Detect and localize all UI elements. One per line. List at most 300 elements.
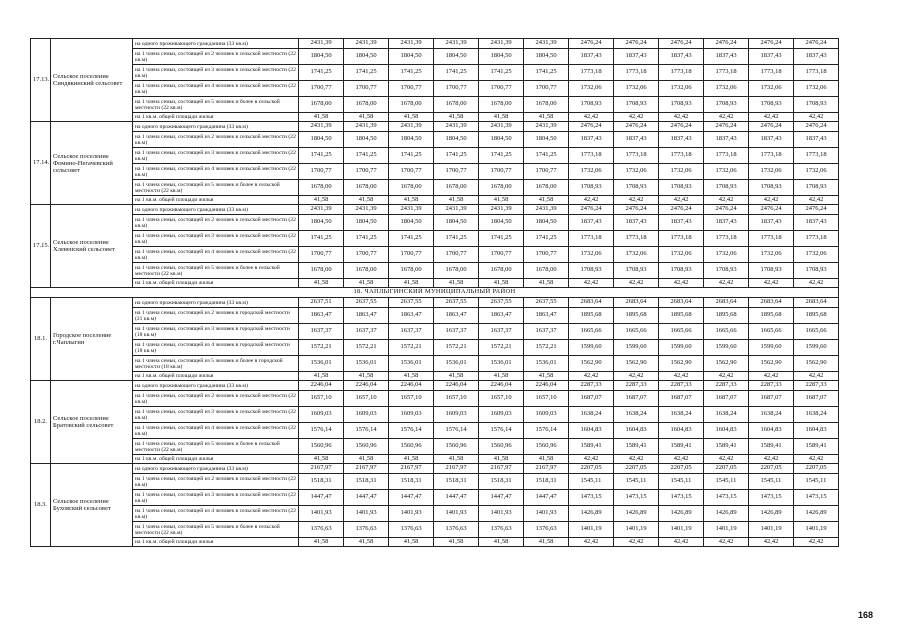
value-cell: 41,58 <box>389 455 434 464</box>
value-cell: 1604,83 <box>659 423 704 439</box>
value-cell: 2246,04 <box>434 381 479 391</box>
value-cell: 1447,47 <box>479 490 524 506</box>
value-cell: 2476,24 <box>704 122 749 132</box>
value-cell: 1700,77 <box>434 247 479 263</box>
value-cell: 41,58 <box>389 279 434 288</box>
table-row <box>31 372 839 381</box>
value-cell: 2431,39 <box>389 122 434 132</box>
table-row <box>31 132 839 148</box>
value-cell: 42,42 <box>614 538 659 547</box>
value-cell: 1638,24 <box>794 407 839 423</box>
value-cell: 1773,18 <box>704 65 749 81</box>
value-cell: 41,58 <box>524 455 569 464</box>
value-cell: 1741,25 <box>434 65 479 81</box>
value-cell: 1576,14 <box>299 423 344 439</box>
value-cell: 42,42 <box>614 455 659 464</box>
value-cell: 1545,11 <box>614 474 659 490</box>
value-cell: 2637,55 <box>434 298 479 308</box>
value-cell: 1376,63 <box>344 522 389 538</box>
value-cell: 41,58 <box>389 372 434 381</box>
value-cell: 1773,18 <box>569 148 614 164</box>
value-cell: 1604,83 <box>749 423 794 439</box>
value-cell: 1376,63 <box>479 522 524 538</box>
value-cell: 42,42 <box>704 196 749 205</box>
value-cell: 1536,01 <box>524 356 569 372</box>
value-cell: 1773,18 <box>794 148 839 164</box>
value-cell: 1657,10 <box>389 391 434 407</box>
category-label: на 1 кв.м. общей площади жилья <box>133 113 299 122</box>
value-cell: 1609,03 <box>479 407 524 423</box>
value-cell: 42,42 <box>704 455 749 464</box>
value-cell: 42,42 <box>659 538 704 547</box>
value-cell: 1473,15 <box>614 490 659 506</box>
value-cell: 2246,04 <box>389 381 434 391</box>
value-cell: 1604,83 <box>614 423 659 439</box>
value-cell: 42,42 <box>569 455 614 464</box>
category-label: на 1 члена семьи, состоящей из 4 человек в городской местности (18 кв.м) <box>133 340 299 356</box>
value-cell: 2246,04 <box>344 381 389 391</box>
value-cell: 1741,25 <box>524 148 569 164</box>
category-label: на 1 члена семьи, состоящей из 3 человек в сельской местности (22 кв.м) <box>133 407 299 423</box>
category-label: на 1 члена семьи, состоящей из 3 человек в городской местности (18 кв.м) <box>133 324 299 340</box>
value-cell: 1708,93 <box>794 263 839 279</box>
value-cell: 2476,24 <box>614 122 659 132</box>
value-cell: 42,42 <box>794 538 839 547</box>
value-cell: 1447,47 <box>299 490 344 506</box>
value-cell: 1572,21 <box>389 340 434 356</box>
value-cell: 1741,25 <box>524 65 569 81</box>
value-cell: 1700,77 <box>344 81 389 97</box>
value-cell: 1426,89 <box>614 506 659 522</box>
category-label: на 1 кв.м. общей площади жилья <box>133 279 299 288</box>
value-cell: 1560,96 <box>389 439 434 455</box>
value-cell: 1863,47 <box>479 308 524 324</box>
value-cell: 2207,05 <box>569 464 614 474</box>
table-row <box>31 122 839 132</box>
category-label: на 1 члена семьи, состоящей из 2 человек в сельской местности (22 кв.м) <box>133 49 299 65</box>
value-cell: 1638,24 <box>659 407 704 423</box>
value-cell: 42,42 <box>704 538 749 547</box>
value-cell: 1545,11 <box>794 474 839 490</box>
value-cell: 1687,07 <box>749 391 794 407</box>
value-cell: 1708,93 <box>704 263 749 279</box>
value-cell: 1732,06 <box>659 164 704 180</box>
value-cell: 1572,21 <box>434 340 479 356</box>
value-cell: 1895,68 <box>614 308 659 324</box>
value-cell: 1637,37 <box>434 324 479 340</box>
value-cell: 1804,50 <box>389 215 434 231</box>
category-label: на 1 члена семьи, состоящей из 2 человек в сельской местности (22 кв.м) <box>133 132 299 148</box>
value-cell: 41,58 <box>434 455 479 464</box>
value-cell: 1657,10 <box>344 391 389 407</box>
value-cell: 2207,05 <box>794 464 839 474</box>
value-cell: 1708,93 <box>749 97 794 113</box>
category-label: на 1 члена семьи, состоящей из 4 человек в сельской местности (22 кв.м) <box>133 164 299 180</box>
category-label: на 1 члена семьи, состоящей из 5 человек и более в сельской местности (22 кв.м) <box>133 439 299 455</box>
value-cell: 1609,03 <box>299 407 344 423</box>
value-cell: 42,42 <box>614 196 659 205</box>
value-cell: 1708,93 <box>659 180 704 196</box>
category-label: на 1 члена семьи, состоящей из 4 человек в сельской местности (22 кв.м) <box>133 247 299 263</box>
value-cell: 1804,50 <box>524 132 569 148</box>
value-cell: 1576,14 <box>434 423 479 439</box>
value-cell: 1638,24 <box>704 407 749 423</box>
value-cell: 1678,00 <box>434 263 479 279</box>
value-cell: 1473,15 <box>794 490 839 506</box>
value-cell: 1837,43 <box>794 49 839 65</box>
value-cell: 1732,06 <box>569 81 614 97</box>
value-cell: 41,58 <box>344 196 389 205</box>
value-cell: 2207,05 <box>659 464 704 474</box>
value-cell: 1773,18 <box>569 231 614 247</box>
value-cell: 1741,25 <box>434 231 479 247</box>
value-cell: 42,42 <box>569 113 614 122</box>
value-cell: 1576,14 <box>479 423 524 439</box>
value-cell: 1678,00 <box>434 97 479 113</box>
value-cell: 1560,96 <box>344 439 389 455</box>
value-cell: 1678,00 <box>434 180 479 196</box>
table-row <box>31 455 839 464</box>
value-cell: 1741,25 <box>299 231 344 247</box>
value-cell: 1637,37 <box>479 324 524 340</box>
table-row <box>31 205 839 215</box>
value-cell: 1518,31 <box>524 474 569 490</box>
value-cell: 41,58 <box>434 196 479 205</box>
value-cell: 1665,66 <box>659 324 704 340</box>
value-cell: 1426,89 <box>704 506 749 522</box>
table-row <box>31 538 839 547</box>
value-cell: 1804,50 <box>344 132 389 148</box>
value-cell: 42,42 <box>659 279 704 288</box>
value-cell: 42,42 <box>704 279 749 288</box>
value-cell: 1863,47 <box>389 308 434 324</box>
value-cell: 1687,07 <box>659 391 704 407</box>
value-cell: 41,58 <box>479 113 524 122</box>
value-cell: 1401,19 <box>794 522 839 538</box>
category-label: на 1 члена семьи, состоящей из 5 человек и более в сельской местности (22 кв.м) <box>133 97 299 113</box>
value-cell: 1562,90 <box>569 356 614 372</box>
value-cell: 2476,24 <box>569 39 614 49</box>
value-cell: 1545,11 <box>659 474 704 490</box>
value-cell: 1589,41 <box>614 439 659 455</box>
value-cell: 1732,06 <box>749 164 794 180</box>
value-cell: 2431,39 <box>524 39 569 49</box>
value-cell: 1604,83 <box>704 423 749 439</box>
category-label: на 1 члена семьи, состоящей из 2 человек в городской местности (21 кв.м) <box>133 308 299 324</box>
table-row <box>31 298 839 308</box>
category-label: на одного проживающего гражданина (33 кв.м) <box>133 39 299 49</box>
value-cell: 1741,25 <box>299 65 344 81</box>
value-cell: 1576,14 <box>389 423 434 439</box>
settlement-code: 18.2. <box>31 381 51 464</box>
value-cell: 1773,18 <box>659 231 704 247</box>
value-cell: 41,58 <box>524 196 569 205</box>
value-cell: 1804,50 <box>299 132 344 148</box>
value-cell: 1837,43 <box>659 215 704 231</box>
value-cell: 1804,50 <box>434 49 479 65</box>
value-cell: 1741,25 <box>344 231 389 247</box>
value-cell: 42,42 <box>749 372 794 381</box>
value-cell: 2431,39 <box>344 122 389 132</box>
value-cell: 42,42 <box>614 113 659 122</box>
value-cell: 1562,90 <box>749 356 794 372</box>
value-cell: 1837,43 <box>659 132 704 148</box>
value-cell: 1773,18 <box>659 65 704 81</box>
value-cell: 1804,50 <box>299 49 344 65</box>
table-row <box>31 65 839 81</box>
value-cell: 1599,60 <box>749 340 794 356</box>
value-cell: 2431,39 <box>479 122 524 132</box>
value-cell: 2637,51 <box>299 298 344 308</box>
value-cell: 1599,60 <box>614 340 659 356</box>
value-cell: 42,42 <box>794 196 839 205</box>
value-cell: 1804,50 <box>434 132 479 148</box>
value-cell: 1708,93 <box>614 180 659 196</box>
value-cell: 1732,06 <box>749 81 794 97</box>
value-cell: 1637,37 <box>344 324 389 340</box>
value-cell: 2476,24 <box>659 205 704 215</box>
table-row <box>31 474 839 490</box>
value-cell: 2431,39 <box>299 205 344 215</box>
value-cell: 2287,33 <box>659 381 704 391</box>
settlement-name: Сельское поселение Фомино-Негачевский сельсовет <box>51 122 133 205</box>
value-cell: 1895,68 <box>659 308 704 324</box>
settlement-code: 17.15. <box>31 205 51 288</box>
value-cell: 1773,18 <box>704 231 749 247</box>
value-cell: 2287,33 <box>749 381 794 391</box>
value-cell: 1678,00 <box>389 97 434 113</box>
value-cell: 1741,25 <box>389 148 434 164</box>
value-cell: 1604,83 <box>794 423 839 439</box>
value-cell: 1804,50 <box>479 132 524 148</box>
value-cell: 1700,77 <box>344 247 389 263</box>
value-cell: 1837,43 <box>794 215 839 231</box>
value-cell: 1665,66 <box>569 324 614 340</box>
value-cell: 1678,00 <box>479 180 524 196</box>
value-cell: 2287,33 <box>569 381 614 391</box>
value-cell: 1657,10 <box>479 391 524 407</box>
value-cell: 1678,00 <box>524 180 569 196</box>
value-cell: 1473,15 <box>569 490 614 506</box>
value-cell: 1609,03 <box>524 407 569 423</box>
value-cell: 1708,93 <box>659 263 704 279</box>
category-label: на одного проживающего гражданина (33 кв.м) <box>133 381 299 391</box>
value-cell: 1708,93 <box>749 263 794 279</box>
value-cell: 1678,00 <box>299 97 344 113</box>
value-cell: 1700,77 <box>524 247 569 263</box>
value-cell: 1741,25 <box>344 148 389 164</box>
value-cell: 41,58 <box>434 279 479 288</box>
table-row <box>31 180 839 196</box>
value-cell: 1837,43 <box>614 215 659 231</box>
value-cell: 42,42 <box>794 279 839 288</box>
value-cell: 1572,21 <box>299 340 344 356</box>
value-cell: 1741,25 <box>524 231 569 247</box>
value-cell: 1572,21 <box>479 340 524 356</box>
value-cell: 1708,93 <box>659 97 704 113</box>
value-cell: 41,58 <box>389 113 434 122</box>
category-label: на 1 члена семьи, состоящей из 3 человек в сельской местности (22 кв.м) <box>133 65 299 81</box>
value-cell: 42,42 <box>704 113 749 122</box>
value-cell: 2431,39 <box>434 39 479 49</box>
value-cell: 42,42 <box>569 196 614 205</box>
value-cell: 1572,21 <box>344 340 389 356</box>
value-cell: 41,58 <box>479 538 524 547</box>
value-cell: 1837,43 <box>704 215 749 231</box>
value-cell: 1773,18 <box>704 148 749 164</box>
value-cell: 1700,77 <box>479 247 524 263</box>
value-cell: 41,58 <box>344 538 389 547</box>
category-label: на одного проживающего гражданина (33 кв.м) <box>133 298 299 308</box>
value-cell: 1401,93 <box>299 506 344 522</box>
table-row <box>31 49 839 65</box>
value-cell: 1837,43 <box>614 132 659 148</box>
value-cell: 1536,01 <box>389 356 434 372</box>
settlement-name: Сельское поселение Буховский сельсовет <box>51 464 133 547</box>
table-row <box>31 356 839 372</box>
value-cell: 1401,93 <box>389 506 434 522</box>
value-cell: 1637,37 <box>524 324 569 340</box>
value-cell: 42,42 <box>614 372 659 381</box>
value-cell: 1401,19 <box>659 522 704 538</box>
value-cell: 2431,39 <box>479 39 524 49</box>
value-cell: 1700,77 <box>389 81 434 97</box>
value-cell: 1708,93 <box>704 97 749 113</box>
value-cell: 42,42 <box>659 455 704 464</box>
value-cell: 41,58 <box>524 372 569 381</box>
value-cell: 1804,50 <box>524 49 569 65</box>
value-cell: 1604,83 <box>569 423 614 439</box>
value-cell: 1732,06 <box>794 81 839 97</box>
value-cell: 2431,39 <box>434 122 479 132</box>
value-cell: 41,58 <box>479 455 524 464</box>
value-cell: 1657,10 <box>299 391 344 407</box>
value-cell: 1447,47 <box>434 490 479 506</box>
value-cell: 42,42 <box>749 196 794 205</box>
value-cell: 42,42 <box>794 113 839 122</box>
value-cell: 1638,24 <box>614 407 659 423</box>
value-cell: 41,58 <box>299 455 344 464</box>
value-cell: 2637,55 <box>479 298 524 308</box>
value-cell: 1773,18 <box>749 148 794 164</box>
value-cell: 2207,05 <box>704 464 749 474</box>
value-cell: 1804,50 <box>344 215 389 231</box>
value-cell: 1401,93 <box>479 506 524 522</box>
value-cell: 1804,50 <box>479 49 524 65</box>
value-cell: 41,58 <box>479 372 524 381</box>
table-row <box>31 464 839 474</box>
value-cell: 1700,77 <box>479 81 524 97</box>
value-cell: 41,58 <box>524 538 569 547</box>
value-cell: 1837,43 <box>569 49 614 65</box>
value-cell: 1804,50 <box>524 215 569 231</box>
value-cell: 2207,05 <box>614 464 659 474</box>
value-cell: 1426,89 <box>749 506 794 522</box>
value-cell: 41,58 <box>344 372 389 381</box>
value-cell: 2167,97 <box>389 464 434 474</box>
value-cell: 1401,19 <box>749 522 794 538</box>
value-cell: 41,58 <box>524 113 569 122</box>
table-row <box>31 148 839 164</box>
value-cell: 1401,93 <box>524 506 569 522</box>
value-cell: 2476,24 <box>794 39 839 49</box>
district-header-row <box>31 288 839 298</box>
value-cell: 1426,89 <box>569 506 614 522</box>
table-row <box>31 391 839 407</box>
value-cell: 1700,77 <box>434 164 479 180</box>
value-cell: 1518,31 <box>479 474 524 490</box>
category-label: на одного проживающего гражданина (33 кв.м) <box>133 464 299 474</box>
value-cell: 1562,90 <box>614 356 659 372</box>
value-cell: 41,58 <box>434 372 479 381</box>
value-cell: 1599,60 <box>704 340 749 356</box>
value-cell: 1560,96 <box>299 439 344 455</box>
table-row <box>31 381 839 391</box>
value-cell: 1401,19 <box>569 522 614 538</box>
value-cell: 1773,18 <box>614 231 659 247</box>
value-cell: 2683,64 <box>569 298 614 308</box>
value-cell: 1678,00 <box>479 97 524 113</box>
value-cell: 42,42 <box>569 538 614 547</box>
value-cell: 1678,00 <box>344 263 389 279</box>
value-cell: 1837,43 <box>704 132 749 148</box>
value-cell: 2476,24 <box>614 39 659 49</box>
value-cell: 1678,00 <box>479 263 524 279</box>
value-cell: 1665,66 <box>749 324 794 340</box>
value-cell: 1637,37 <box>299 324 344 340</box>
value-cell: 1700,77 <box>389 164 434 180</box>
value-cell: 1678,00 <box>389 180 434 196</box>
value-cell: 1804,50 <box>299 215 344 231</box>
value-cell: 41,58 <box>434 113 479 122</box>
category-label: на 1 кв.м. общей площади жилья <box>133 455 299 464</box>
value-cell: 2246,04 <box>299 381 344 391</box>
value-cell: 2431,39 <box>389 205 434 215</box>
value-cell: 1732,06 <box>794 164 839 180</box>
value-cell: 42,42 <box>614 279 659 288</box>
category-label: на 1 кв.м. общей площади жилья <box>133 372 299 381</box>
category-label: на 1 члена семьи, состоящей из 2 человек в сельской местности (22 кв.м) <box>133 474 299 490</box>
value-cell: 1518,31 <box>344 474 389 490</box>
value-cell: 1518,31 <box>389 474 434 490</box>
value-cell: 42,42 <box>794 372 839 381</box>
value-cell: 2167,97 <box>524 464 569 474</box>
value-cell: 1732,06 <box>659 247 704 263</box>
value-cell: 1609,03 <box>434 407 479 423</box>
value-cell: 41,58 <box>389 196 434 205</box>
value-cell: 1732,06 <box>614 247 659 263</box>
value-cell: 1599,60 <box>659 340 704 356</box>
category-label: на 1 кв.м. общей площади жилья <box>133 538 299 547</box>
value-cell: 1895,68 <box>704 308 749 324</box>
category-label: на 1 члена семьи, состоящей из 3 человек в сельской местности (22 кв.м) <box>133 148 299 164</box>
value-cell: 1536,01 <box>434 356 479 372</box>
value-cell: 2431,39 <box>344 39 389 49</box>
table-row <box>31 324 839 340</box>
value-cell: 1741,25 <box>479 65 524 81</box>
value-cell: 1895,68 <box>749 308 794 324</box>
value-cell: 1599,60 <box>569 340 614 356</box>
value-cell: 1708,93 <box>614 263 659 279</box>
value-cell: 2637,55 <box>524 298 569 308</box>
value-cell: 2431,39 <box>479 205 524 215</box>
settlement-code: 17.13. <box>31 39 51 122</box>
category-label: на одного проживающего гражданина (33 кв.м) <box>133 205 299 215</box>
table-row <box>31 263 839 279</box>
settlement-name: Сельское поселение Хлевенский сельсовет <box>51 205 133 288</box>
value-cell: 1804,50 <box>344 49 389 65</box>
value-cell: 1732,06 <box>749 247 794 263</box>
